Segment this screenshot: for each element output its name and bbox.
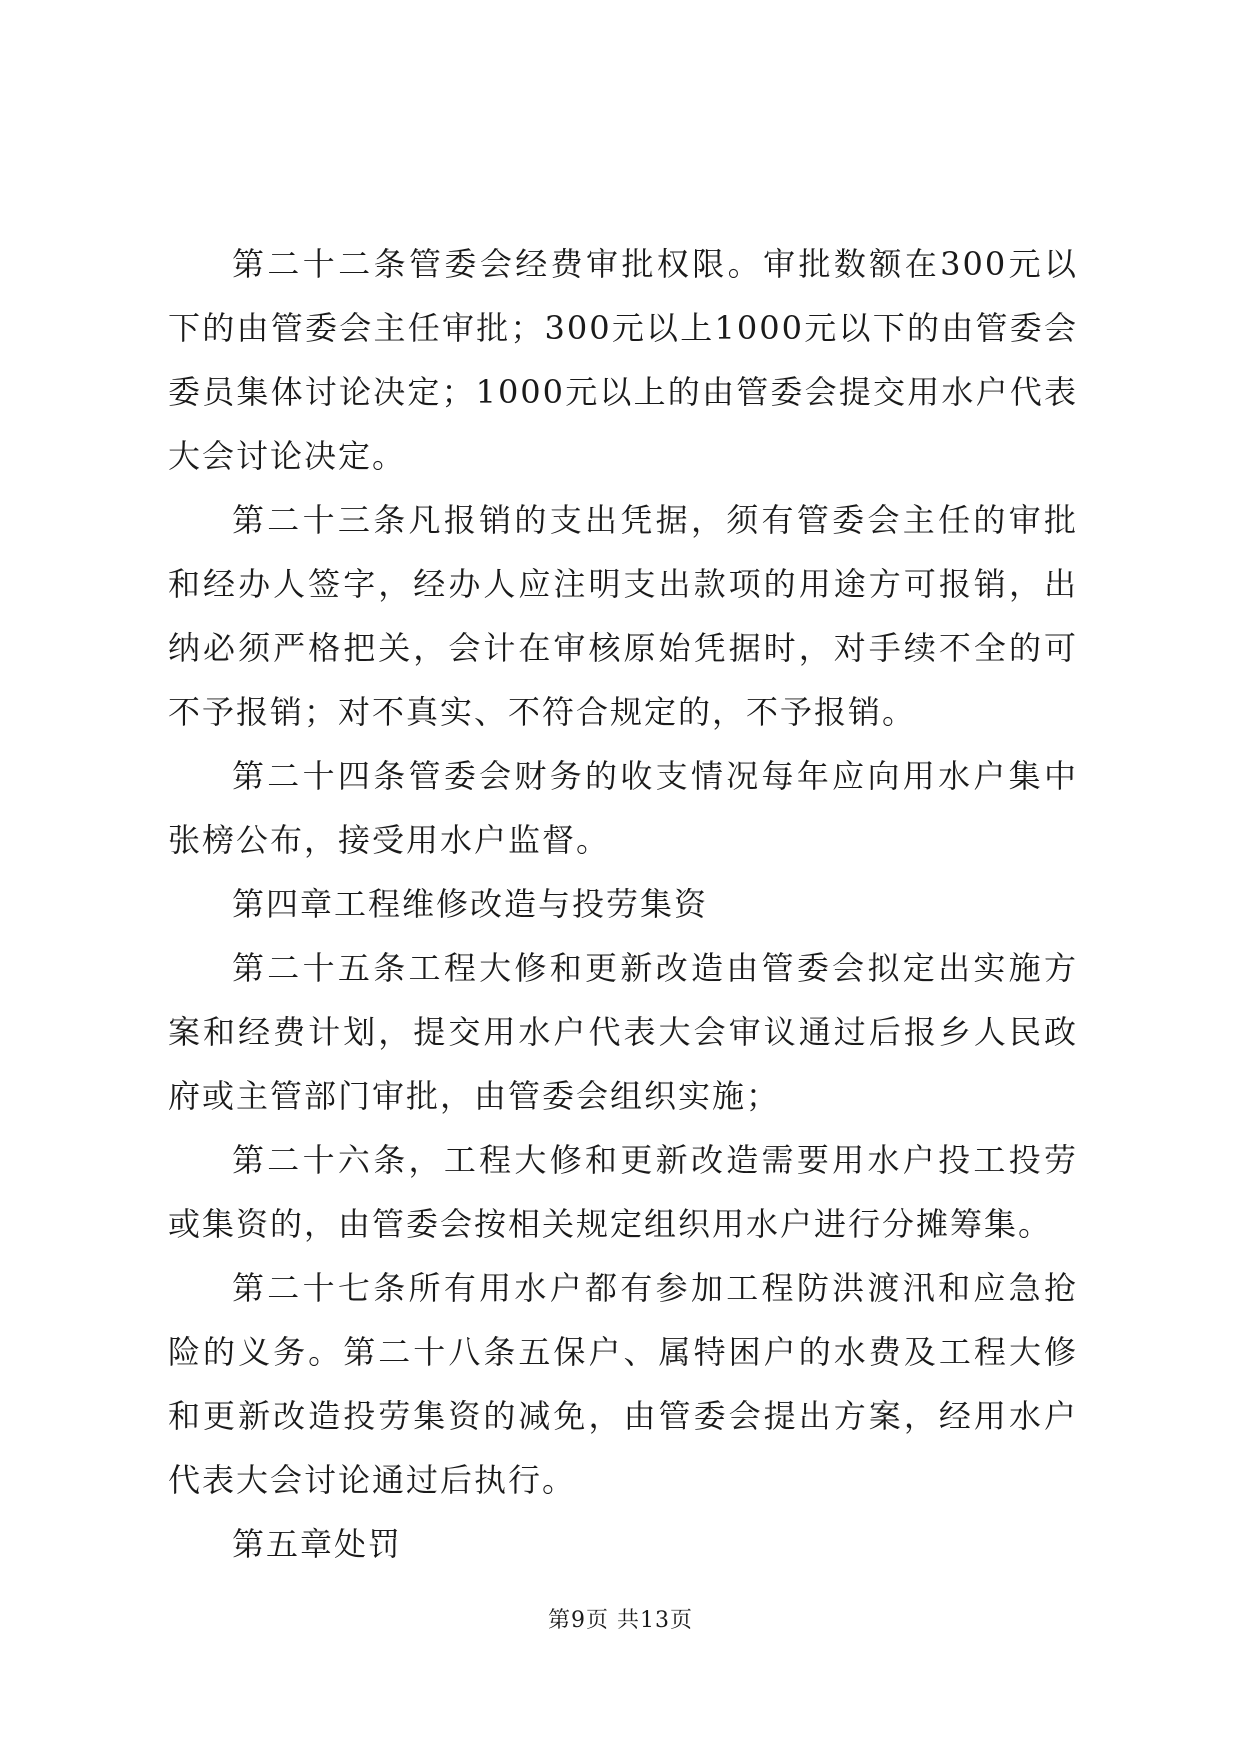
paragraph-article-26: 第二十六条，工程大修和更新改造需要用水户投工投劳或集资的，由管委会按相关规定组织用水户进行分摊筹集。 <box>168 1141 1078 1243</box>
paragraph-article-22: 第二十二条管委会经费审批权限。审批数额在300元以下的由管委会主任审批；300元以上1000元以下的由管委会委员集体讨论决定；1000元以上的由管委会提交用水户代表大会讨论决定。 <box>168 245 1078 475</box>
page-footer: 第9页 共13页 <box>548 1608 693 1633</box>
paragraph-article-25: 第二十五条工程大修和更新改造由管委会拟定出实施方案和经费计划，提交用水户代表大会审议通过后报乡人民政府或主管部门审批，由管委会组织实施； <box>168 949 1078 1115</box>
paragraph-article-23: 第二十三条凡报销的支出凭据，须有管委会主任的审批和经办人签字，经办人应注明支出款项的用途方可报销，出纳必须严格把关，会计在审核原始凭据时，对手续不全的可不予报销；对不真实、不符合规定的，不予报销。 <box>168 501 1078 731</box>
paragraph-article-27-28: 第二十七条所有用水户都有参加工程防洪渡汛和应急抢险的义务。第二十八条五保户、属特困户的水费及工程大修和更新改造投劳集资的减免，由管委会提出方案，经用水户代表大会讨论通过后执行。 <box>168 1269 1078 1499</box>
document-body <box>168 232 1078 1576</box>
chapter-heading-4: 第四章工程维修改造与投劳集资 <box>232 885 709 923</box>
paragraph-article-24: 第二十四条管委会财务的收支情况每年应向用水户集中张榜公布，接受用水户监督。 <box>168 757 1078 859</box>
chapter-heading-5: 第五章处罚 <box>232 1525 403 1563</box>
